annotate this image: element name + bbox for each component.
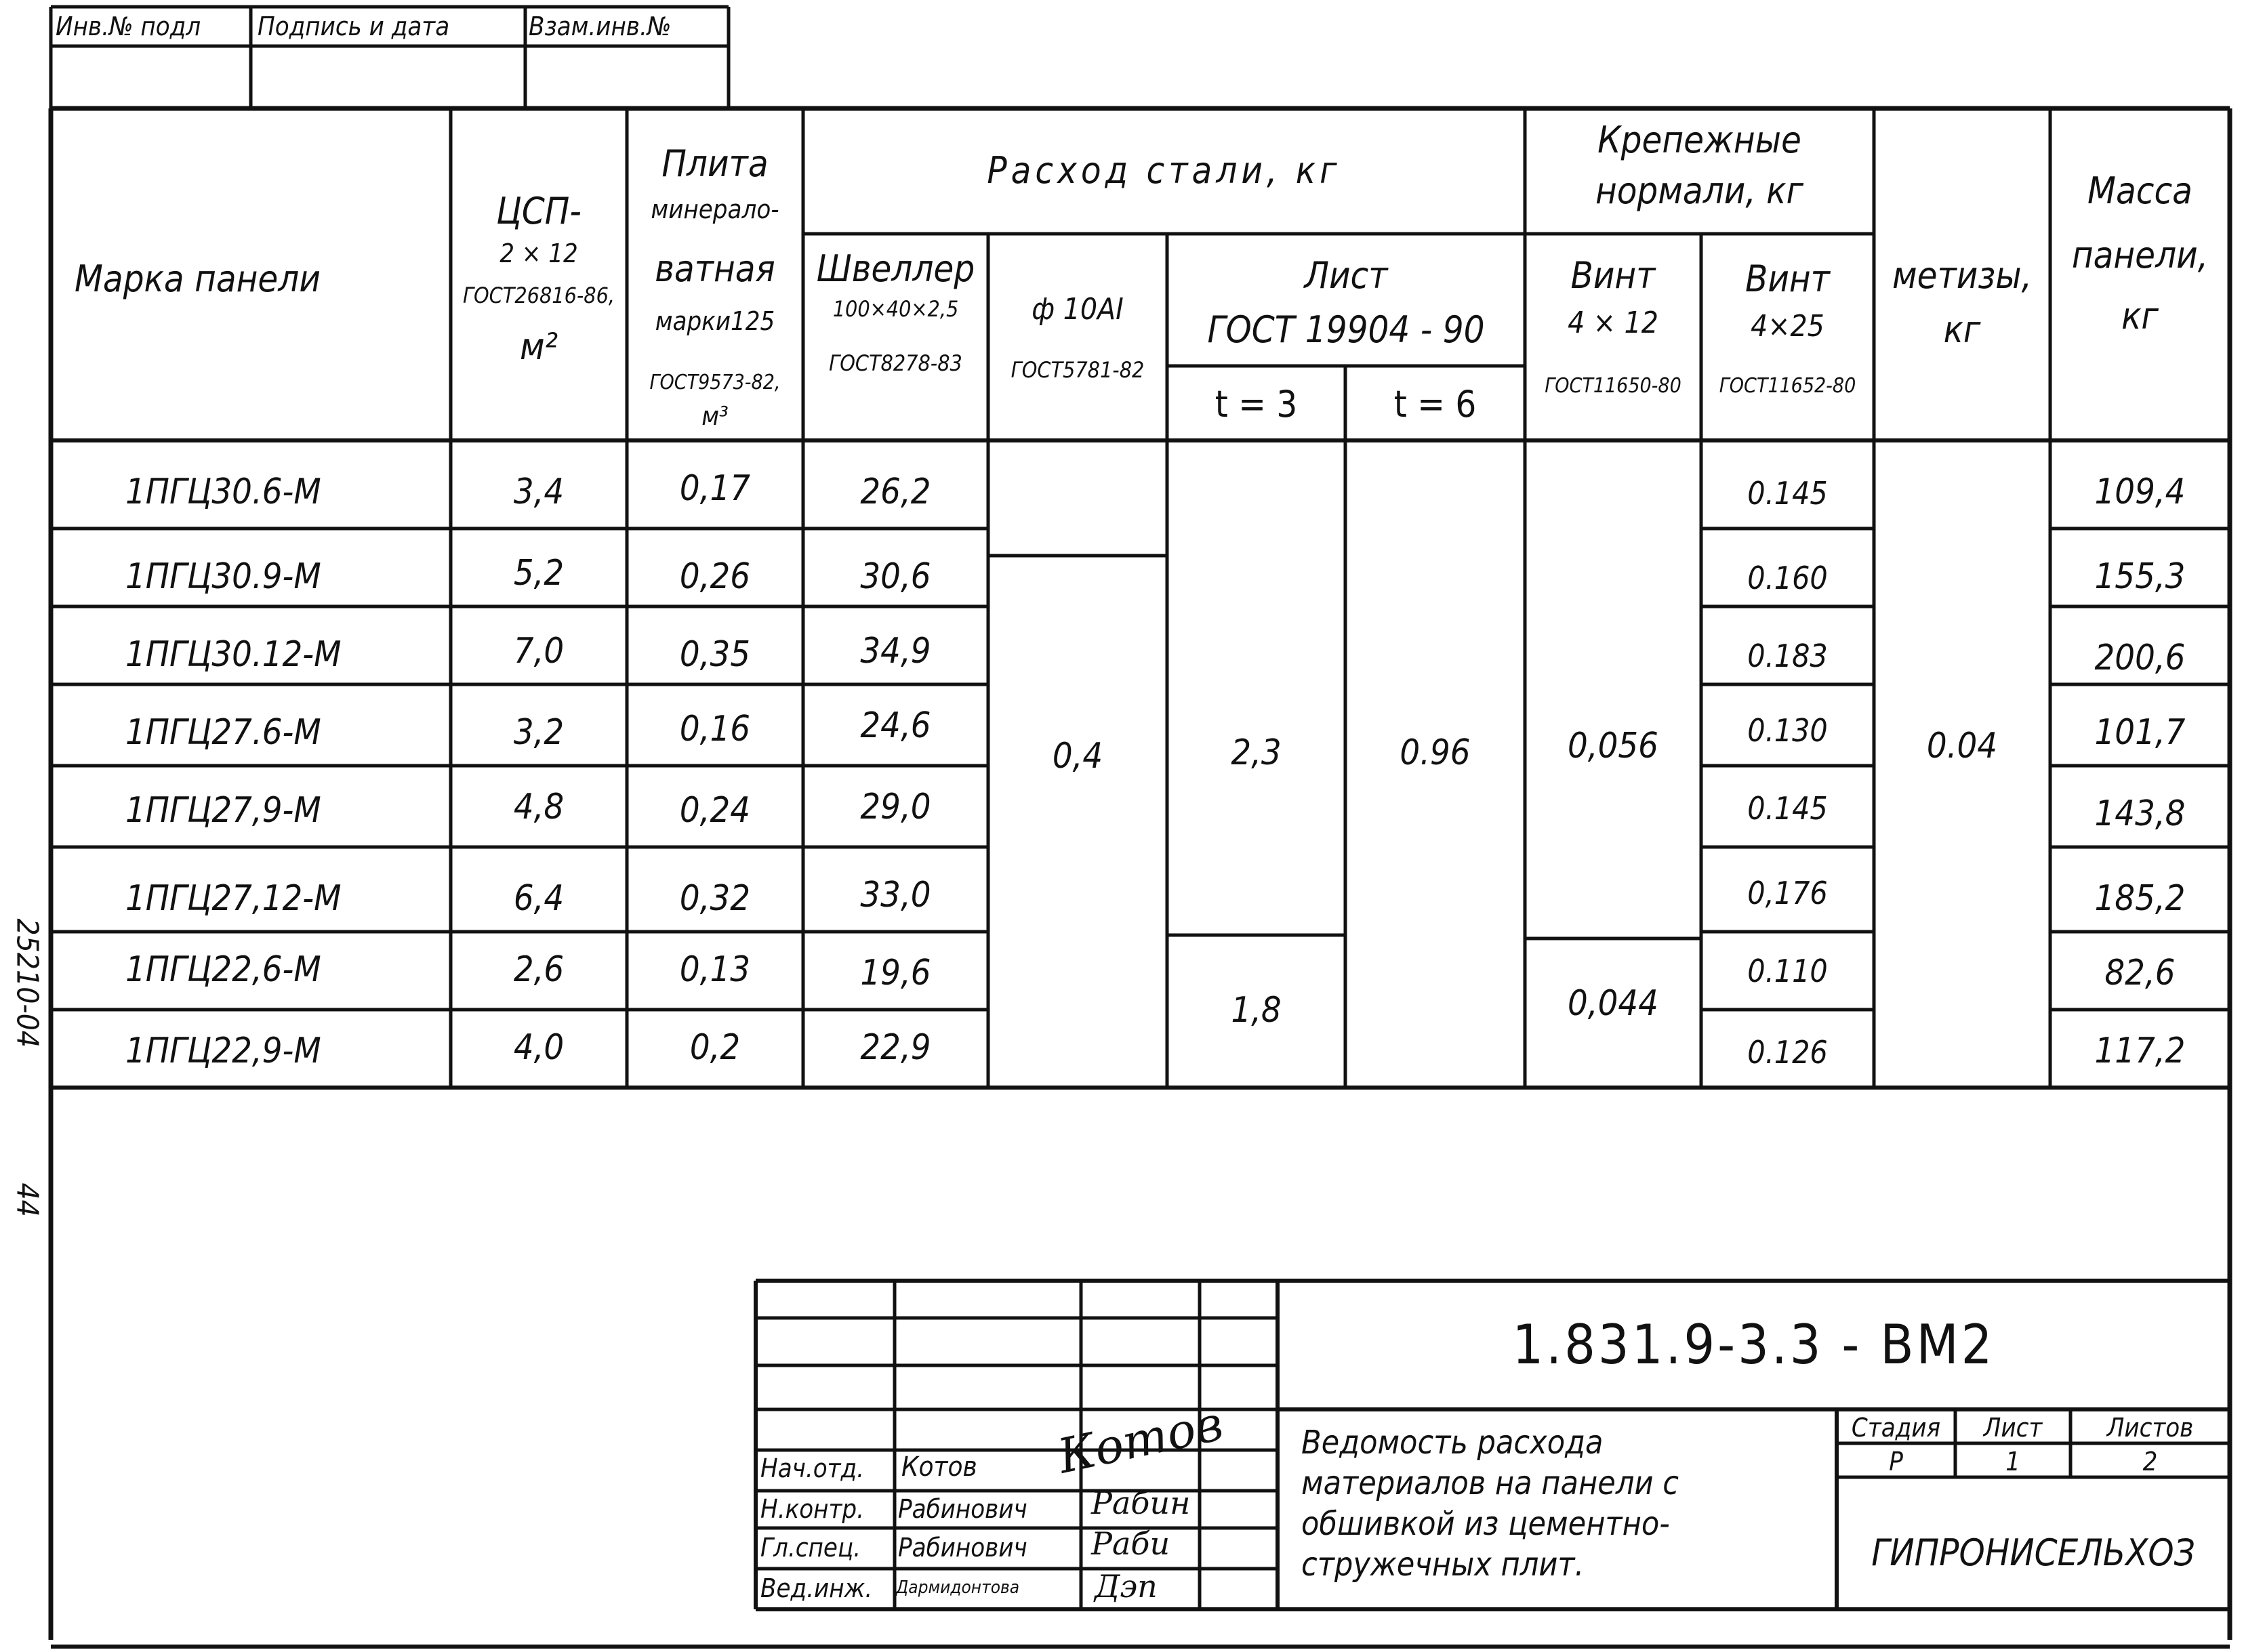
header-csp-1: ЦСП- bbox=[496, 190, 582, 232]
row-csp: 7,0 bbox=[513, 631, 565, 672]
header-plita-2: минерало- bbox=[651, 194, 779, 224]
side-code: 25210-04 bbox=[9, 918, 45, 1048]
row-massa: 185,2 bbox=[2094, 878, 2186, 919]
row-shveller: 19,6 bbox=[860, 953, 931, 993]
header-vint1-2: 4 × 12 bbox=[1568, 306, 1658, 340]
stamp-vzam-inv: Взам.инв.№ bbox=[529, 12, 672, 41]
row-marka: 1ПГЦ22,9-М bbox=[125, 1031, 321, 1071]
row-marka: 1ПГЦ30.6-М bbox=[125, 472, 321, 512]
name-kotov: Котов bbox=[901, 1451, 977, 1483]
row-csp: 6,4 bbox=[513, 878, 565, 919]
row-plita: 0,17 bbox=[679, 468, 751, 509]
merged-metizy: 0.04 bbox=[1926, 726, 1998, 766]
row-shveller: 34,9 bbox=[860, 631, 931, 672]
row-marka: 1ПГЦ27,9-М bbox=[125, 790, 321, 831]
header-csp-3: ГОСТ26816-86, bbox=[462, 283, 615, 308]
header-rashod: Расход стали, кг bbox=[987, 149, 1341, 192]
merged-t3-a: 2,3 bbox=[1231, 732, 1282, 773]
signature-4: Дэп bbox=[1095, 1568, 1158, 1605]
header-csp-2: 2 × 12 bbox=[499, 239, 578, 268]
row-csp: 3,4 bbox=[513, 472, 565, 512]
row-plita: 0,2 bbox=[689, 1027, 741, 1068]
header-shveller-1: Швеллер bbox=[816, 247, 975, 290]
role-nach-otd: Нач.отд. bbox=[760, 1453, 865, 1483]
document-code: 1.831.9-3.3 - ВМ2 bbox=[1512, 1313, 1995, 1376]
list-label: Лист bbox=[1983, 1413, 2043, 1443]
header-vint2-2: 4×25 bbox=[1751, 309, 1824, 344]
header-marka: Марка панели bbox=[75, 257, 321, 300]
stadia-label: Стадия bbox=[1851, 1413, 1941, 1443]
merged-phi: 0,4 bbox=[1052, 736, 1103, 777]
row-massa: 155,3 bbox=[2094, 556, 2186, 597]
row-csp: 4,8 bbox=[513, 787, 565, 827]
row-plita: 0,32 bbox=[679, 878, 751, 919]
row-massa: 143,8 bbox=[2094, 793, 2186, 834]
row-massa: 82,6 bbox=[2104, 953, 2176, 993]
list-value: 1 bbox=[2005, 1447, 2020, 1477]
merged-t3-b: 1,8 bbox=[1231, 990, 1282, 1031]
header-vint1-1: Винт bbox=[1570, 254, 1656, 297]
header-massa-3: кг bbox=[2121, 295, 2159, 337]
row-plita: 0,13 bbox=[679, 949, 751, 990]
organization: ГИПРОНИСЕЛЬХОЗ bbox=[1871, 1531, 2195, 1574]
row-vint2: 0.110 bbox=[1747, 953, 1828, 989]
row-csp: 4,0 bbox=[513, 1027, 565, 1068]
header-vint2-3: ГОСТ11652-80 bbox=[1719, 374, 1856, 398]
row-vint2: 0.145 bbox=[1747, 475, 1828, 512]
header-phi-2: ГОСТ5781-82 bbox=[1011, 357, 1145, 383]
header-list-2: ГОСТ 19904 - 90 bbox=[1207, 308, 1485, 351]
row-marka: 1ПГЦ27,12-М bbox=[125, 878, 342, 919]
header-plita-6: м³ bbox=[701, 401, 729, 431]
row-vint2: 0.130 bbox=[1747, 712, 1828, 749]
header-massa-1: Масса bbox=[2087, 169, 2192, 212]
header-t3: t = 3 bbox=[1215, 383, 1298, 426]
header-plita-5: ГОСТ9573-82, bbox=[649, 371, 781, 394]
listov-value: 2 bbox=[2142, 1447, 2158, 1477]
header-csp-4: м² bbox=[519, 325, 558, 368]
stadia-value: Р bbox=[1889, 1447, 1903, 1477]
row-vint2: 0.126 bbox=[1747, 1034, 1828, 1071]
row-shveller: 22,9 bbox=[860, 1027, 931, 1068]
row-vint2: 0.160 bbox=[1747, 560, 1828, 596]
row-shveller: 33,0 bbox=[860, 875, 931, 915]
header-plita-4: марки125 bbox=[655, 306, 775, 336]
name-rabinovich-1: Рабинович bbox=[898, 1494, 1027, 1524]
row-shveller: 24,6 bbox=[860, 705, 931, 746]
signature-1: Котов bbox=[1053, 1395, 1228, 1485]
title-line-2: материалов на панели с bbox=[1301, 1464, 1679, 1502]
row-marka: 1ПГЦ30.9-М bbox=[125, 556, 321, 597]
title-line-1: Ведомость расхода bbox=[1301, 1424, 1604, 1462]
merged-vint1-a: 0,056 bbox=[1568, 726, 1658, 766]
row-csp: 3,2 bbox=[513, 712, 565, 753]
row-marka: 1ПГЦ27.6-М bbox=[125, 712, 321, 753]
row-plita: 0,24 bbox=[679, 790, 751, 831]
row-shveller: 26,2 bbox=[860, 472, 931, 512]
row-marka: 1ПГЦ22,6-М bbox=[125, 949, 321, 990]
header-plita-3: ватная bbox=[655, 247, 775, 290]
name-rabinovich-2: Рабинович bbox=[898, 1533, 1027, 1563]
side-page: 44 bbox=[9, 1182, 45, 1217]
row-marka: 1ПГЦ30.12-М bbox=[125, 634, 342, 675]
name-darmidontova: Дармидонтова bbox=[896, 1577, 1020, 1598]
stamp-podpis-data: Подпись и дата bbox=[258, 12, 450, 41]
merged-vint1-b: 0,044 bbox=[1568, 983, 1658, 1024]
header-krep-1: Крепежные bbox=[1597, 119, 1801, 161]
role-gl-spec: Гл.спец. bbox=[760, 1533, 861, 1563]
row-vint2: 0,176 bbox=[1747, 875, 1828, 911]
row-csp: 2,6 bbox=[513, 949, 565, 990]
signature-3: Раби bbox=[1091, 1525, 1170, 1562]
header-vint1-3: ГОСТ11650-80 bbox=[1545, 374, 1681, 398]
header-shveller-2: 100×40×2,5 bbox=[832, 296, 959, 322]
row-massa: 109,4 bbox=[2094, 472, 2186, 512]
role-ved-inzh: Вед.инж. bbox=[760, 1573, 873, 1603]
merged-t6: 0.96 bbox=[1400, 732, 1471, 773]
header-phi-1: ф 10АI bbox=[1032, 292, 1124, 327]
row-shveller: 30,6 bbox=[860, 556, 931, 597]
header-t6: t = 6 bbox=[1393, 383, 1477, 426]
header-krep-2: нормали, кг bbox=[1595, 169, 1804, 212]
header-vint2-1: Винт bbox=[1745, 257, 1830, 300]
row-massa: 200,6 bbox=[2094, 638, 2186, 678]
header-metizy-2: кг bbox=[1943, 308, 1981, 351]
row-shveller: 29,0 bbox=[860, 787, 931, 827]
row-vint2: 0.183 bbox=[1747, 638, 1828, 674]
role-n-kontr: Н.контр. bbox=[760, 1494, 864, 1524]
signature-2: Рабин bbox=[1091, 1485, 1191, 1521]
row-plita: 0,26 bbox=[679, 556, 751, 597]
row-plita: 0,35 bbox=[679, 634, 751, 675]
header-list-1: Лист bbox=[1304, 254, 1388, 297]
header-shveller-3: ГОСТ8278-83 bbox=[829, 350, 962, 376]
row-massa: 117,2 bbox=[2094, 1031, 2186, 1071]
row-massa: 101,7 bbox=[2094, 712, 2186, 753]
title-line-4: стружечных плит. bbox=[1301, 1546, 1585, 1584]
header-massa-2: панели, bbox=[2071, 234, 2209, 276]
title-line-3: обшивкой из цементно- bbox=[1301, 1505, 1670, 1543]
stamp-inv-podl: Инв.№ подл bbox=[56, 12, 201, 41]
header-metizy-1: метизы, bbox=[1892, 254, 2033, 297]
row-csp: 5,2 bbox=[513, 553, 565, 594]
row-plita: 0,16 bbox=[679, 709, 751, 749]
listov-label: Листов bbox=[2106, 1413, 2194, 1443]
row-vint2: 0.145 bbox=[1747, 790, 1828, 827]
header-plita-1: Плита bbox=[661, 142, 769, 185]
